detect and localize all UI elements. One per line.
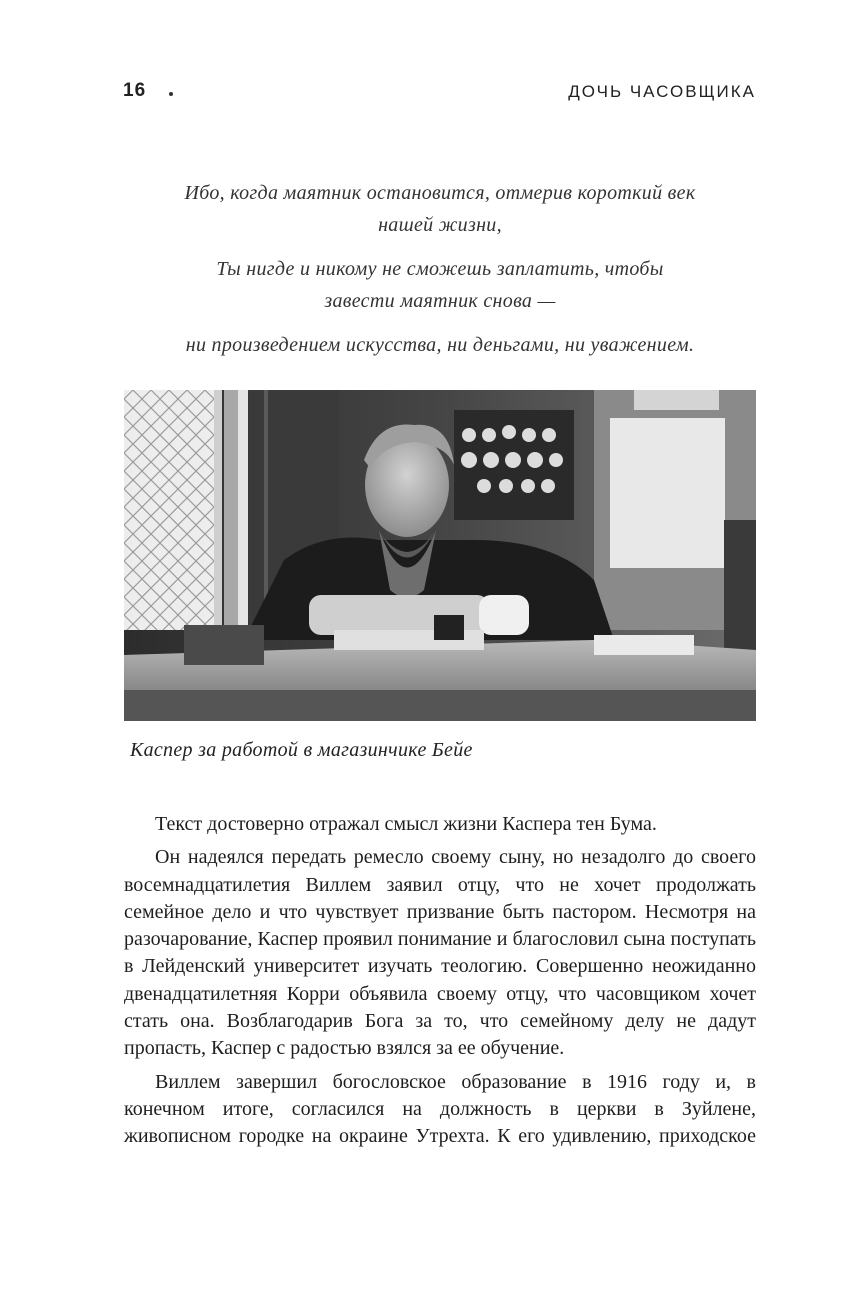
photo-clockmaker-at-work <box>124 390 756 721</box>
page-number: 16 <box>123 80 147 101</box>
epigraph <box>124 177 756 373</box>
paragraph: Он надеялся передать ремесло своему сыну, но незадолго до своего восемнадцатилетия Виллем заявил отцу, что не хочет продолжать семейное дело и что чувствует призвание быть пастором. Несмотря на разочарование, Каспер проявил понимание и благословил сына поступать в Лейденский университет изучать теологию. Совершенно неожиданно двенадцатилетняя Корри объявила своему отцу, что часовщиком хочет стать она. Возблагодарив Бога за то, что семейному делу не дадут пропасть, Каспер с радостью взялся за ее обучение. <box>124 846 756 1060</box>
photo <box>124 390 756 721</box>
epigraph-line: Ибо, когда маятник остановится, отмерив короткий век нашей жизни, <box>184 182 696 236</box>
header-separator-dot <box>169 92 173 96</box>
photo-caption: Каспер за работой в магазинчике Бейе <box>130 739 473 761</box>
paragraph: Текст достоверно отражал смысл жизни Каспера тен Бума. <box>155 813 657 835</box>
running-title: ДОЧЬ ЧАСОВЩИКА <box>568 82 756 101</box>
epigraph-line: ни произведением искусства, ни деньгами, ни уважением. <box>185 334 695 356</box>
body-text <box>124 811 756 1157</box>
paragraph: Виллем завершил богословское образование в 1916 году и, в конечном итоге, согласился на должность в церкви в Зуйлене, живописном городке на окраине Утрехта. К его удивлению, приходское <box>124 1070 756 1148</box>
epigraph-line: Ты нигде и никому не сможешь заплатить, чтобы завести маятник снова — <box>216 258 664 312</box>
